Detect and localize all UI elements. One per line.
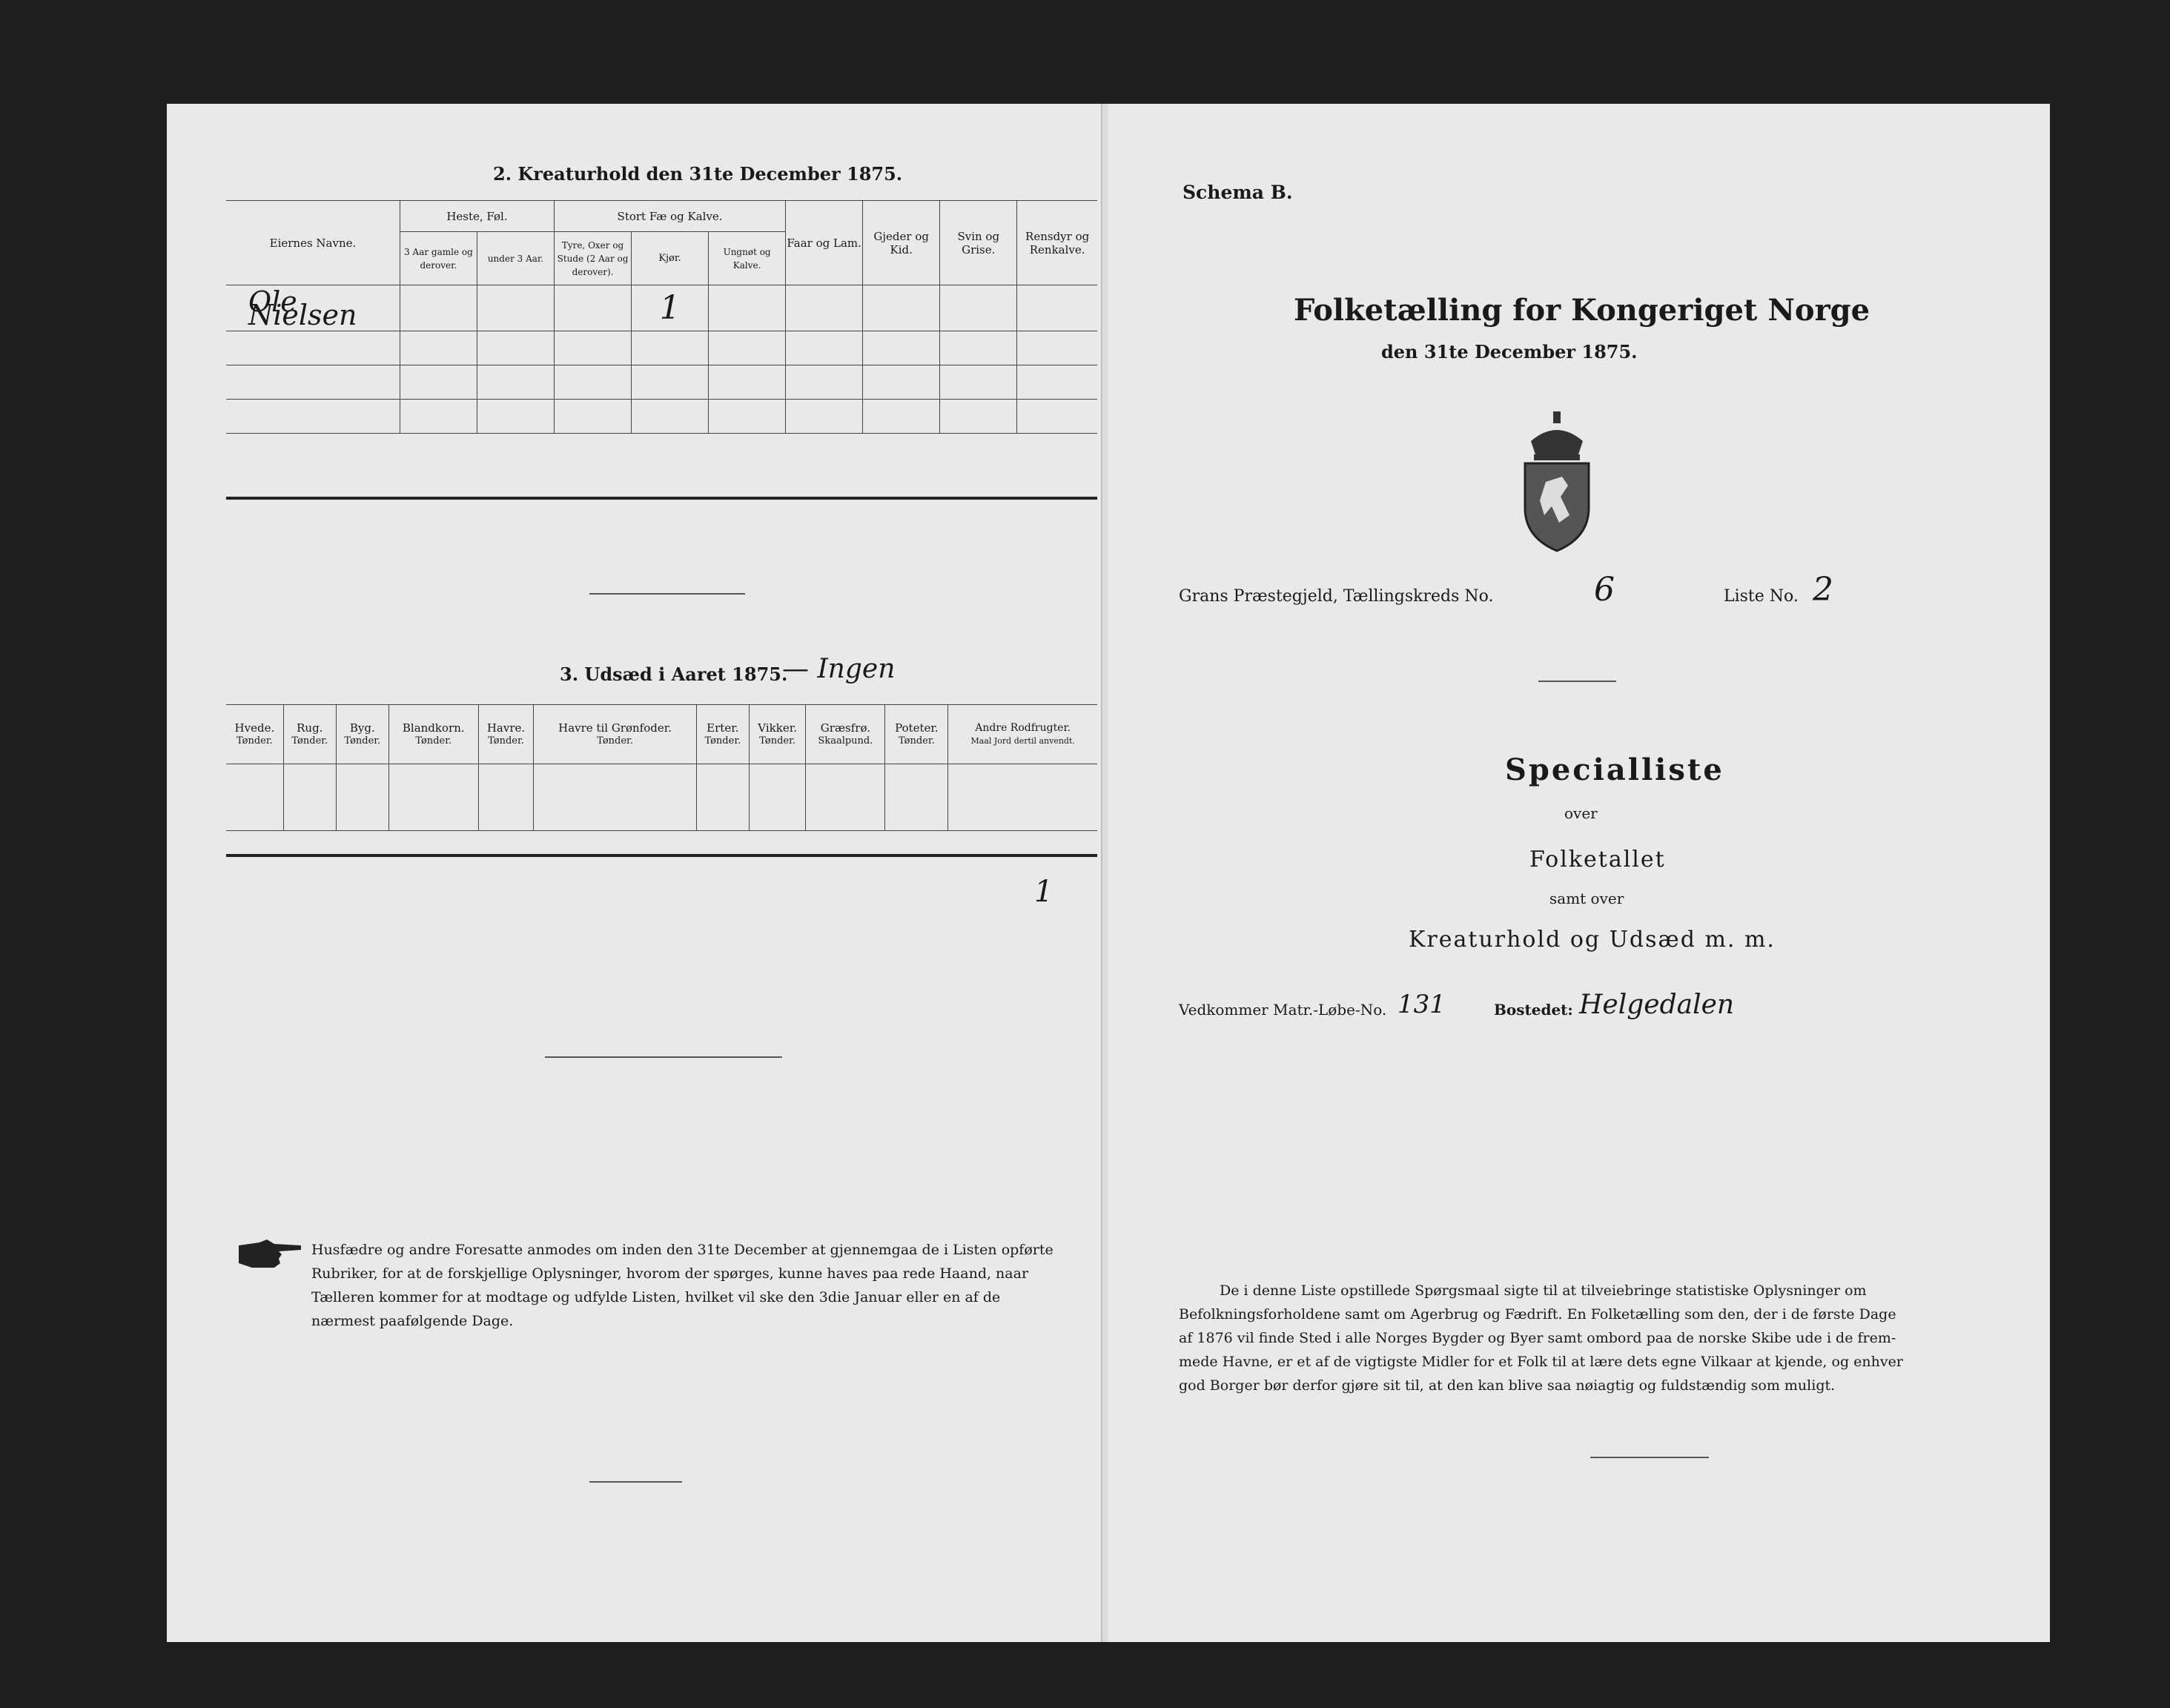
separator-line — [1538, 681, 1616, 682]
seed-unit: Tønder. — [704, 735, 741, 747]
seed-bottom-rule — [226, 854, 1097, 857]
seed-unit: Tønder. — [344, 735, 381, 747]
col-sheep-header: Faar og Lam. — [786, 201, 863, 285]
note-line: af 1876 vil finde Sted i alle Norges Bygder og Byer samt ombord paa de norske Skibe ude i de frem- — [1179, 1330, 1896, 1346]
seed-unit: Tønder. — [291, 735, 328, 747]
separator-line — [545, 1056, 782, 1058]
separator-line — [589, 1481, 682, 1483]
seed-col-byg: Byg. — [349, 721, 375, 735]
table-row — [226, 285, 1097, 331]
table-row — [226, 764, 1097, 831]
notice-line: Husfædre og andre Foresatte anmodes om inden den 31te December at gjennemgaa de i Listen opførte — [311, 1242, 1053, 1258]
seed-unit: Tønder. — [415, 735, 452, 747]
seed-unit: Tønder. — [597, 735, 633, 747]
note-line: De i denne Liste opstillede Spørgsmaal sigte til at tilveiebringe statistiske Oplysninger om — [1220, 1282, 1867, 1299]
seed-col-andre: Andre Rodfrugter. — [975, 721, 1071, 734]
samt-over-text: samt over — [1549, 890, 1624, 907]
separator-line — [1590, 1457, 1709, 1458]
seed-unit: Tønder. — [759, 735, 796, 747]
matr-label: Vedkommer Matr.-Løbe-No. — [1179, 1001, 1387, 1019]
seed-unit: Tønder. — [236, 735, 273, 747]
note-line: god Borger bør derfor gjøre sit til, at den kan blive saa nøiagtig og fuldstændig som muligt. — [1179, 1377, 1836, 1394]
notice-line: Rubriker, for at de forskjellige Oplysninger, hvorom der spørges, kunne haves paa rede Haand, naar — [311, 1265, 1029, 1282]
seed-col-graesfro: Græsfrø. — [820, 721, 871, 735]
seed-col-poteter: Poteter. — [895, 721, 939, 735]
cows-count: 1 — [632, 285, 709, 331]
seed-col-rug: Rug. — [297, 721, 323, 735]
seed-col-blandkorn: Blandkorn. — [402, 721, 465, 735]
seed-col-hvede: Hvede. — [234, 721, 275, 735]
left-page — [167, 104, 1102, 1642]
pointing-hand-icon — [237, 1238, 304, 1271]
group-cattle-header: Stort Fæ og Kalve. — [555, 201, 786, 232]
parish-label: Grans Præstegjeld, Tællingskreds No. — [1179, 587, 1494, 606]
livestock-bottom-rule — [226, 497, 1097, 500]
folketallet-text: Folketallet — [1529, 847, 1666, 873]
note-line: mede Havne, er et af de vigtigste Midler for et Folk til at lære dets egne Vilkaar at kjende, og enhver — [1179, 1354, 1903, 1370]
note-line: Befolkningsforholdene samt om Agerbrug og Fædrift. En Folketælling som den, der i de første Dage — [1179, 1306, 1896, 1323]
col-goats-header: Gjeder og Kid. — [863, 201, 940, 285]
notice-line: nærmest paafølgende Dage. — [311, 1313, 514, 1329]
seed-unit: Tønder. — [488, 735, 524, 747]
col-reindeer-header: Rensdyr og Renkalve. — [1017, 201, 1097, 285]
separator-line — [589, 593, 745, 595]
seed-unit: Skaalpund. — [818, 735, 873, 747]
col-bulls-header: Tyre, Oxer og Stude (2 Aar og derover). — [555, 232, 632, 285]
group-horses-header: Heste, Føl. — [400, 201, 554, 232]
coat-of-arms-icon — [1516, 411, 1598, 552]
list-label: Liste No. — [1724, 587, 1799, 606]
kreatur-text: Kreaturhold og Udsæd m. m. — [1409, 927, 1776, 953]
col-cows-header: Kjør. — [632, 232, 709, 285]
census-date: den 31te December 1875. — [1381, 341, 1638, 363]
seed-table — [226, 704, 1097, 831]
seed-unit: Tønder. — [898, 735, 935, 747]
census-title: Folketælling for Kongeriget Norge — [1294, 293, 1870, 328]
col-young-cattle-header: Ungnøt og Kalve. — [709, 232, 786, 285]
notice-line: Tælleren kommer for at modtage og udfylde Listen, hvilket vil ske den 3die Januar eller en af de — [311, 1289, 1001, 1305]
list-no: 2 — [1813, 571, 1833, 609]
seed-col-erter: Erter. — [707, 721, 739, 735]
explanatory-note — [1179, 1279, 1994, 1397]
margin-mark: 1 — [1034, 875, 1053, 909]
seed-unit: Maal Jord dertil anvendt. — [970, 735, 1075, 746]
district-no: 6 — [1594, 571, 1615, 609]
section2-title: 2. Kreaturhold den 31te December 1875. — [493, 163, 903, 185]
seed-col-havre: Havre. — [486, 721, 526, 735]
spec-title: Specialliste — [1505, 752, 1724, 787]
seed-col-havre-gronfoder: Havre til Grønfoder. — [558, 721, 672, 735]
livestock-table — [226, 200, 1097, 434]
owner-name: Ole Nielsen — [226, 285, 400, 331]
col-horse-young-header: under 3 Aar. — [477, 232, 554, 285]
census-sheet — [167, 104, 2050, 1642]
bosted-label: Bostedet: — [1494, 1001, 1573, 1019]
notice-block — [311, 1238, 1075, 1333]
schema-label: Schema B. — [1182, 182, 1293, 203]
seed-col-vikker: Vikker. — [758, 721, 797, 735]
seed-handwritten: — Ingen — [782, 654, 896, 684]
bosted-value: Helgedalen — [1579, 990, 1735, 1020]
section3-title: 3. Udsæd i Aaret 1875. — [560, 663, 788, 685]
col-pigs-header: Svin og Grise. — [940, 201, 1017, 285]
col-horse-old-header: 3 Aar gamle og derover. — [400, 232, 477, 285]
col-owner-header: Eiernes Navne. — [226, 201, 400, 285]
over-text: over — [1564, 804, 1598, 822]
matr-no: 131 — [1397, 990, 1446, 1019]
